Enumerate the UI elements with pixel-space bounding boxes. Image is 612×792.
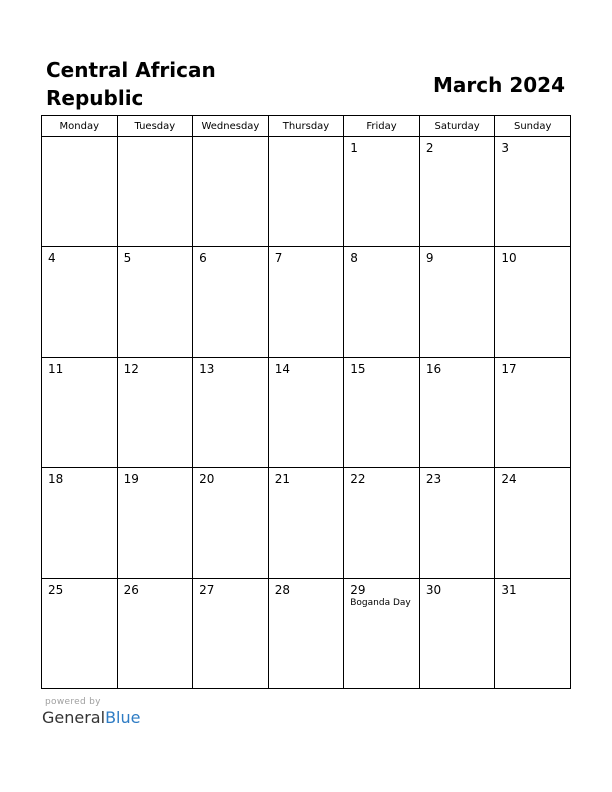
day-number: 11: [48, 361, 64, 376]
day-number: 3: [501, 141, 510, 155]
day-cell[interactable]: [344, 578, 420, 688]
day-cell[interactable]: [193, 578, 269, 688]
day-cell[interactable]: [268, 357, 344, 467]
week-row: [42, 468, 571, 578]
day-number: 15: [350, 361, 366, 376]
day-cell[interactable]: [42, 247, 118, 357]
day-number: 18: [48, 472, 64, 487]
empty-day-cell: [268, 137, 344, 247]
week-row: [42, 578, 571, 688]
day-cell[interactable]: [117, 578, 193, 688]
day-cell[interactable]: [495, 137, 571, 247]
day-number: 1: [350, 141, 358, 155]
day-cell[interactable]: [117, 468, 193, 578]
day-cell[interactable]: [42, 468, 118, 578]
day-number: 29: [350, 582, 366, 597]
day-cell[interactable]: [419, 137, 495, 247]
brand-general-text: General: [42, 708, 106, 727]
country-title: Central African Republic: [46, 58, 216, 110]
day-number: 27: [199, 582, 215, 597]
day-cell[interactable]: [117, 357, 193, 467]
day-cell[interactable]: [117, 247, 193, 357]
day-cell[interactable]: [495, 578, 571, 688]
day-number: 14: [274, 361, 290, 376]
weekday-header: Sunday: [495, 116, 571, 137]
day-number: 26: [123, 582, 139, 597]
day-number: 28: [274, 582, 290, 597]
day-number: 2: [425, 141, 434, 155]
day-cell[interactable]: [419, 357, 495, 467]
day-cell[interactable]: [344, 468, 420, 578]
holiday-label: Boganda Day: [350, 597, 411, 608]
day-number: 19: [123, 472, 139, 487]
day-number: 10: [501, 251, 517, 266]
weekday-header: Friday: [344, 116, 420, 137]
day-number: 23: [425, 472, 442, 487]
day-cell[interactable]: [268, 247, 344, 357]
day-cell[interactable]: [42, 357, 118, 467]
day-cell[interactable]: [419, 247, 495, 357]
day-number: 5: [123, 251, 132, 266]
day-cell[interactable]: [495, 357, 571, 467]
day-cell[interactable]: [344, 247, 420, 357]
weekday-header: Saturday: [419, 116, 495, 137]
day-cell[interactable]: [42, 578, 118, 688]
day-number: 25: [48, 582, 64, 597]
brand-blue-text: Blue: [105, 708, 141, 727]
week-row: [42, 357, 571, 467]
day-number: 31: [501, 582, 517, 597]
weekday-header: Thursday: [268, 116, 344, 137]
day-cell[interactable]: [193, 468, 269, 578]
day-number: 24: [501, 472, 517, 487]
day-cell[interactable]: [344, 357, 420, 467]
day-cell[interactable]: [193, 247, 269, 357]
day-cell[interactable]: [495, 247, 571, 357]
day-number: 17: [501, 361, 517, 376]
weekday-header-row: [42, 116, 571, 137]
week-row: [42, 137, 571, 247]
week-row: [42, 247, 571, 357]
day-number: 8: [350, 251, 358, 266]
day-number: 20: [199, 472, 215, 487]
day-cell[interactable]: [419, 578, 495, 688]
empty-day-cell: [117, 137, 193, 247]
empty-day-cell: [42, 137, 118, 247]
day-number: 4: [48, 251, 56, 266]
day-number: 12: [123, 361, 139, 376]
day-number: 7: [274, 251, 283, 266]
calendar-grid: [41, 115, 571, 689]
day-cell[interactable]: [268, 578, 344, 688]
month-title: March 2024: [433, 73, 565, 97]
weekday-header: Monday: [42, 116, 118, 137]
weekday-header: Tuesday: [117, 116, 193, 137]
generalblue-logo[interactable]: [42, 708, 140, 728]
weekday-header: Wednesday: [193, 116, 269, 137]
day-number: 13: [199, 361, 215, 376]
day-cell[interactable]: [419, 468, 495, 578]
day-number: 30: [425, 582, 442, 597]
day-cell[interactable]: [193, 357, 269, 467]
day-cell[interactable]: [268, 468, 344, 578]
day-number: 21: [274, 472, 290, 487]
day-number: 6: [199, 251, 207, 266]
day-cell[interactable]: [344, 137, 420, 247]
day-number: 9: [425, 251, 434, 266]
day-number: 16: [425, 361, 442, 376]
day-cell[interactable]: [495, 468, 571, 578]
empty-day-cell: [193, 137, 269, 247]
powered-by-label: powered by: [45, 697, 101, 707]
day-number: 22: [350, 472, 366, 487]
